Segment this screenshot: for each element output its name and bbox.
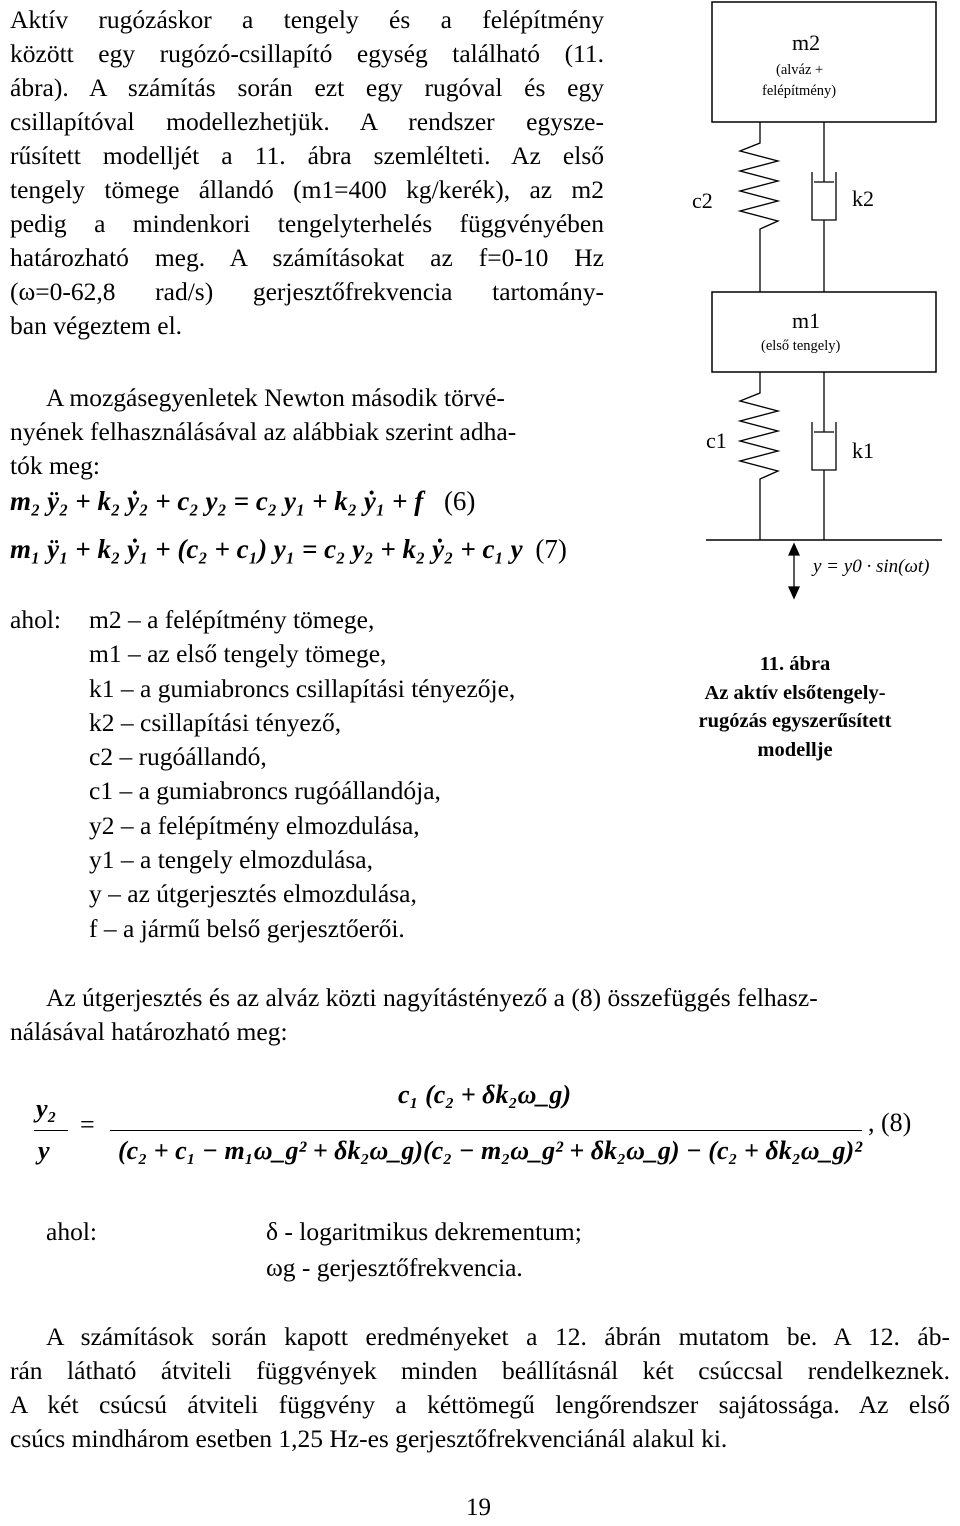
definitions2-list [46, 1214, 946, 1286]
eq8-tag: , (8) [868, 1108, 912, 1137]
text-line: nyének felhasználásával az alábbiak szerint adha- [10, 417, 517, 446]
caption-line: Az aktív elsőtengely- [704, 681, 886, 704]
transfer-paragraph [10, 981, 950, 1049]
definition-item: m1 – az első tengely tömege, [89, 639, 387, 669]
results-paragraph [10, 1320, 950, 1456]
m1-label: m1 [792, 308, 821, 333]
figure-caption [660, 650, 930, 764]
text-line: ábra). A számítás során ezt egy rugóval és egy [10, 73, 604, 102]
text-line: csillapítóval modellezhetjük. A rendszer egysze- [10, 107, 604, 136]
definitions-list [10, 603, 515, 946]
text-line: tók meg: [10, 451, 100, 480]
definition-item: δ - logaritmikus dekrementum; [266, 1217, 582, 1246]
m1-description: (első tengely) [761, 338, 841, 354]
eq8-numerator: c₁ (c₂ + δk₂ω_g) [398, 1080, 572, 1109]
eq8-denominator: (c₂ + c₁ − m₁ω_g² + δk₂ω_g)(c₂ − m₂ω_g² + δk₂ω_g) − (c₂ + δk₂ω_g)² [118, 1136, 863, 1165]
definition-item: ωg - gerjesztőfrekvencia. [266, 1253, 523, 1282]
spring-c2 [740, 122, 778, 292]
equation-6-body: m₂ ÿ₂ + k₂ ẏ₂ + c₂ y₂ = c₂ y₁ + k₂ ẏ₁ + f [10, 486, 424, 516]
caption-line: modellje [757, 738, 833, 761]
m1-mass-box [712, 292, 936, 372]
definition-item: k1 – a gumiabroncs csillapítási tényezője, [89, 673, 516, 703]
caption-line: 11. ábra [759, 653, 831, 675]
m2-description-2: felépítmény) [762, 83, 837, 99]
page-number: 19 [466, 1494, 491, 1521]
m2-mass-box [712, 2, 936, 122]
definition-item: m2 – a felépítmény tömege, [89, 605, 375, 634]
spring-c1 [740, 372, 778, 540]
eq8-lhs-bar [34, 1130, 68, 1131]
definitions2-label: ahol: [46, 1217, 97, 1246]
text-line: határozható meg. A számításokat az f=0-10 Hz [10, 243, 604, 272]
m2-label: m2 [792, 30, 821, 55]
definition-item: c2 – rugóállandó, [89, 742, 267, 772]
definition-item: y – az útgerjesztés elmozdulása, [89, 879, 417, 909]
eq8-equals: = [80, 1110, 95, 1139]
excitation-label: y = y0 · sin(ωt) [813, 556, 930, 577]
eq8-lhs-den: y [38, 1136, 50, 1165]
equation-6-tag: (6) [443, 486, 476, 516]
text-line: csúcs mindhárom esetben 1,25 Hz-es gerjesztőfrekvenciánál alakul ki. [10, 1424, 728, 1453]
definitions-label: ahol: [10, 605, 61, 634]
text-line: rűsített modelljét a 11. ábra szemlélteti. Az első [10, 141, 604, 170]
text-line: A mozgásegyenletek Newton második törvé- [46, 383, 505, 412]
damper-k2 [812, 122, 836, 292]
equation-7-tag: (7) [535, 534, 567, 564]
definition-item: k2 – csillapítási tényező, [89, 707, 342, 737]
definition-item: y1 – a tengely elmozdulása, [89, 845, 373, 875]
text-line: Aktív rugózáskor a tengely és a felépítmény [10, 5, 604, 34]
m2-description: (alváz + [776, 62, 824, 78]
equation-8 [0, 1080, 960, 1190]
text-line: rán látható átviteli függvények minden beállításnál két csúccsal rendelkeznek. [10, 1356, 950, 1385]
figure-11-diagram [0, 0, 960, 620]
definition-item: c1 – a gumiabroncs rugóállandója, [89, 776, 441, 806]
excitation-arrow [789, 544, 799, 598]
eq8-lhs-num: y₂ [36, 1094, 57, 1123]
text-line: között egy rugózó-csillapító egység található (11. [10, 39, 604, 68]
c1-label: c1 [706, 428, 727, 453]
text-line: A két csúcsú átviteli függvény a kéttömegű lengőrendszer sajátossága. Az első [10, 1390, 950, 1419]
text-line: A számítások során kapott eredményeket a 12. ábrán mutatom be. A 12. áb- [46, 1322, 950, 1351]
text-line: Az útgerjesztés és az alváz közti nagyítástényező a (8) összefüggés felhasz- [46, 983, 818, 1012]
definition-item: f – a jármű belső gerjesztőerői. [89, 913, 405, 943]
equation-7-body: m₁ ÿ₁ + k₂ ẏ₁ + (c₂ + c₁) y₁ = c₂ y₂ + k₂ ẏ₂ + c₁ y [10, 534, 523, 564]
definition-item: y2 – a felépítmény elmozdulása, [89, 810, 420, 840]
k2-label: k2 [852, 186, 874, 211]
eq8-fraction-bar [110, 1130, 862, 1131]
damper-k1 [812, 372, 836, 540]
text-line: (ω=0-62,8 rad/s) gerjesztőfrekvencia tartomány- [10, 277, 604, 306]
text-line: ban végeztem el. [10, 311, 183, 340]
c2-label: c2 [692, 188, 713, 213]
text-line: tengely tömege állandó (m1=400 kg/kerék), az m2 [10, 175, 604, 204]
text-line: pedig a mindenkori tengelyterhelés függvényében [10, 209, 604, 238]
caption-line: rugózás egyszerűsített [698, 710, 892, 732]
k1-label: k1 [852, 438, 874, 463]
text-line: nálásával határozható meg: [10, 1017, 288, 1046]
